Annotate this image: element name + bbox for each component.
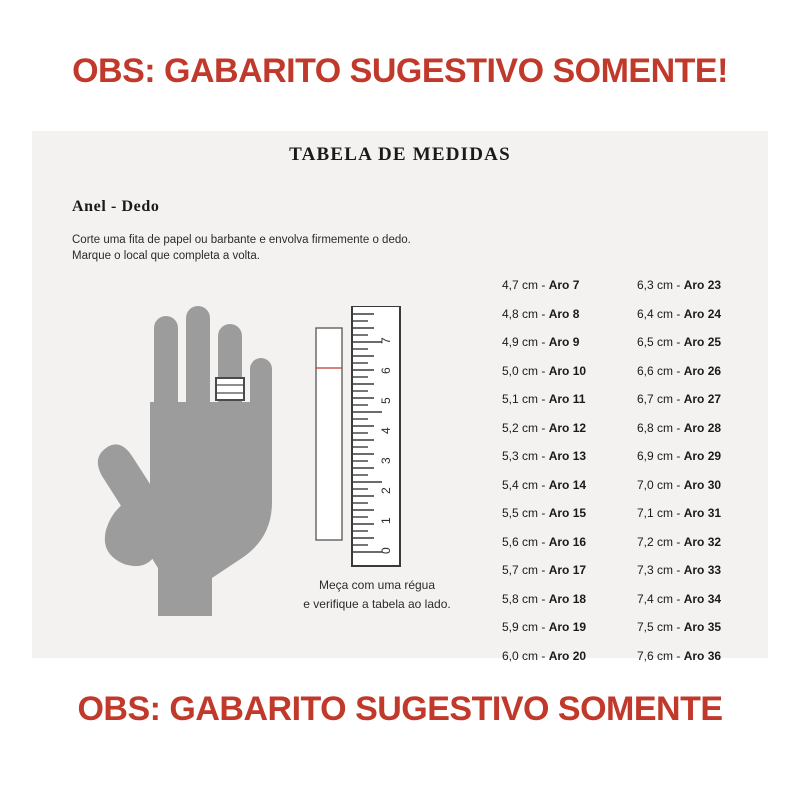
warning-banner-top: OBS: GABARITO SUGESTIVO SOMENTE! <box>72 52 728 90</box>
ruler-tick-1: 1 <box>379 517 393 524</box>
measurement-row <box>502 528 586 557</box>
measurement-cm: 7,5 cm - <box>637 620 684 634</box>
measurement-row <box>502 414 586 443</box>
measurement-row <box>637 499 721 528</box>
measurement-ring-size: Aro 9 <box>548 335 580 349</box>
measurement-cm: 5,5 cm - <box>502 506 549 520</box>
measurement-row <box>637 642 721 671</box>
measurement-cm: 7,3 cm - <box>637 563 684 577</box>
measurement-ring-size: Aro 7 <box>548 278 580 292</box>
hand-icon <box>62 306 302 616</box>
measurement-row <box>637 357 721 386</box>
measurement-row <box>637 585 721 614</box>
ruler-tick-2: 2 <box>379 487 393 494</box>
measurement-ring-size: Aro 13 <box>548 449 587 463</box>
measurement-ring-size: Aro 24 <box>683 306 722 321</box>
measurement-row <box>637 442 721 471</box>
ruler-caption <box>257 576 497 614</box>
measurement-row <box>637 556 721 585</box>
ruler-tick-4: 4 <box>379 427 393 434</box>
measurement-cm: 5,1 cm - <box>502 392 549 406</box>
ruler-tick-5: 5 <box>379 397 393 404</box>
measurement-ring-size: Aro 15 <box>548 506 587 520</box>
measurement-cm: 5,6 cm - <box>502 534 549 549</box>
measurement-cm: 5,4 cm - <box>502 477 549 492</box>
page-title: TABELA DE MEDIDAS <box>289 144 511 165</box>
measurement-row <box>637 414 721 443</box>
measurement-row <box>502 271 586 300</box>
ruler-caption-line-1: Meça com uma régua <box>318 578 436 592</box>
measurement-cm: 5,2 cm - <box>502 420 549 435</box>
measurement-table-card <box>32 131 768 663</box>
measurement-cm: 7,0 cm - <box>637 477 684 492</box>
measurement-row <box>502 357 586 386</box>
warning-banner-bottom: OBS: GABARITO SUGESTIVO SOMENTE <box>77 690 723 728</box>
measurement-row <box>502 442 586 471</box>
measurement-cm: 7,4 cm - <box>637 591 684 606</box>
measurement-ring-size: Aro 26 <box>683 363 722 378</box>
measurement-row <box>637 613 721 642</box>
measurement-ring-size: Aro 32 <box>683 534 722 549</box>
measurement-cm: 7,2 cm - <box>637 534 684 549</box>
measurement-ring-size: Aro 23 <box>683 278 722 292</box>
measurement-ring-size: Aro 11 <box>548 392 586 406</box>
measurement-row <box>502 499 586 528</box>
measurement-row <box>502 328 586 357</box>
measurement-ring-size: Aro 8 <box>548 306 580 321</box>
measurement-cm: 5,7 cm - <box>502 563 549 577</box>
section-title-ring-finger: Anel - Dedo <box>72 198 160 215</box>
ruler-tick-0: 0 <box>379 547 393 554</box>
measurement-row <box>502 613 586 642</box>
instructions-text <box>72 232 502 264</box>
measurement-cm: 7,1 cm - <box>637 506 684 520</box>
measurement-cm: 4,9 cm - <box>502 335 549 349</box>
measurement-ring-size: Aro 30 <box>683 477 722 492</box>
measurement-row <box>637 328 721 357</box>
measurement-cm: 6,5 cm - <box>637 335 684 349</box>
measurement-cm: 6,3 cm - <box>637 278 684 292</box>
instruction-line-2: Marque o local que completa a volta. <box>72 250 260 262</box>
ruler-tick-7: 7 <box>379 337 393 344</box>
measurement-cm: 6,7 cm - <box>637 392 684 406</box>
measurement-ring-size: Aro 29 <box>683 449 722 463</box>
measurement-row <box>637 385 721 414</box>
measurement-cm: 5,9 cm - <box>502 620 549 634</box>
measurement-ring-size: Aro 20 <box>548 648 587 663</box>
measurement-ring-size: Aro 35 <box>683 620 722 634</box>
measurement-ring-size: Aro 36 <box>683 648 722 663</box>
ruler-icon <box>312 306 432 596</box>
measurement-row <box>637 528 721 557</box>
ruler-tick-6: 6 <box>379 367 393 374</box>
measurement-row <box>637 300 721 329</box>
measurement-cm: 7,6 cm - <box>637 648 684 663</box>
measurement-ring-size: Aro 25 <box>683 335 722 349</box>
measurement-ring-size: Aro 18 <box>548 591 587 606</box>
measurement-row <box>502 585 586 614</box>
measurement-cm: 6,4 cm - <box>637 306 684 321</box>
measurement-cm: 6,0 cm - <box>502 648 549 663</box>
ruler-tick-3: 3 <box>379 457 393 464</box>
measurement-ring-size: Aro 19 <box>548 620 587 634</box>
instruction-line-1: Corte uma fita de papel ou barbante e envolva firmemente o dedo. <box>72 234 411 246</box>
measurement-row <box>502 385 586 414</box>
measurement-cm: 5,8 cm - <box>502 591 549 606</box>
measurement-ring-size: Aro 16 <box>548 534 587 549</box>
measurement-cm: 6,6 cm - <box>637 363 684 378</box>
measurement-cm: 6,8 cm - <box>637 420 684 435</box>
measurement-column-right <box>637 271 721 670</box>
measurement-cm: 5,0 cm - <box>502 363 549 378</box>
measurement-ring-size: Aro 12 <box>548 420 587 435</box>
measurement-cm: 6,9 cm - <box>637 449 684 463</box>
measurement-row <box>502 471 586 500</box>
measurement-row <box>637 271 721 300</box>
measurement-ring-size: Aro 17 <box>548 563 587 577</box>
measurement-ring-size: Aro 27 <box>683 392 722 406</box>
measurement-cm: 5,3 cm - <box>502 449 549 463</box>
hand-illustration <box>62 306 302 616</box>
measurement-ring-size: Aro 33 <box>683 563 722 577</box>
ruler-illustration <box>312 306 432 596</box>
measurement-ring-size: Aro 28 <box>683 420 722 435</box>
measurement-column-left <box>502 271 586 670</box>
measurement-cm: 4,7 cm - <box>502 278 549 292</box>
measurement-row <box>637 471 721 500</box>
measurement-row <box>502 556 586 585</box>
measurement-cm: 4,8 cm - <box>502 306 549 321</box>
measurement-ring-size: Aro 31 <box>683 506 722 520</box>
ruler-caption-line-2: e verifique a tabela ao lado. <box>303 597 451 611</box>
ring-band-icon <box>216 378 244 400</box>
measurement-ring-size: Aro 14 <box>548 477 587 492</box>
measurement-ring-size: Aro 34 <box>683 591 722 606</box>
measurement-row <box>502 642 586 671</box>
measurement-ring-size: Aro 10 <box>548 363 587 378</box>
measurement-row <box>502 300 586 329</box>
